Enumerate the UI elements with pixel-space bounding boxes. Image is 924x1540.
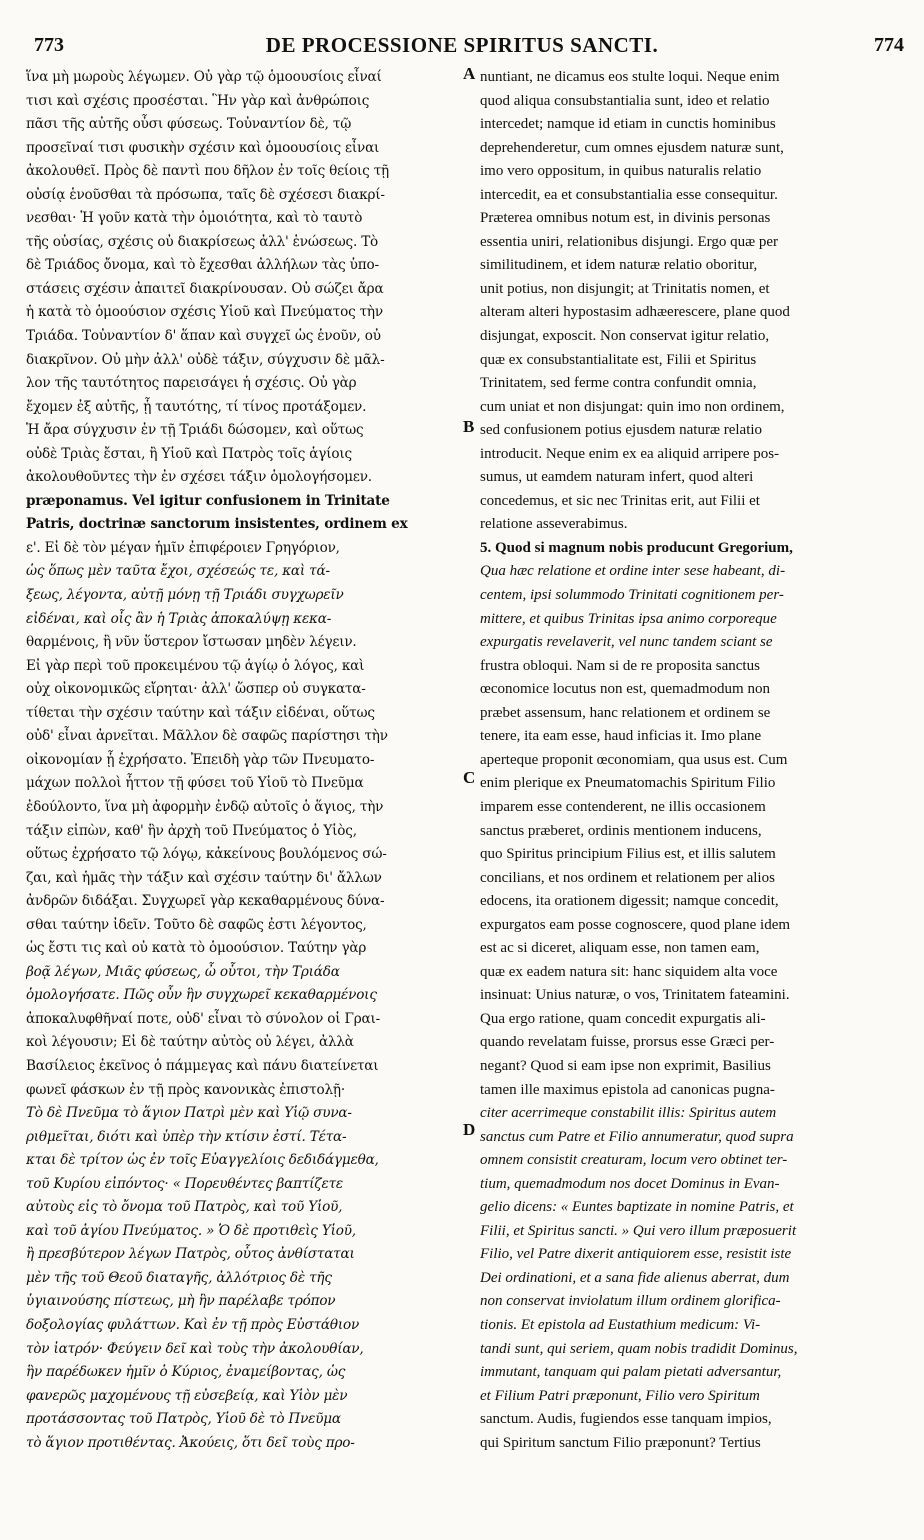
greek_column-line: ριθμεῖται, διότι καὶ ὑπὲρ τὴν κτίσιν ἐστί. Τέτα- xyxy=(26,1128,347,1145)
greek_column-line: τίθεται τὴν σχέσιν ταύτην καὶ τάξιν εἰδέναι, οὕτως xyxy=(26,704,375,721)
greek_column-line: σθαι ταύτην ἰδεῖν. Τοῦτο δὲ σαφῶς ἐστι λέγοντος, xyxy=(26,916,367,933)
latin_column-line: quæ ex eadem natura sit: hanc siquidem alta voce xyxy=(480,963,778,980)
latin_column-line: nuntiant, ne dicamus eos stulte loqui. Neque enim xyxy=(480,69,780,85)
latin_column-line: quo Spiritus principium Filius est, et illis salutem xyxy=(480,846,776,863)
latin_column-line: negant? Quod si eam ipse non exprimit, Basilius xyxy=(480,1057,771,1074)
latin_column-line: edocens, ita orationem digessit; namque concedit, xyxy=(480,893,779,910)
greek_column-line: οὐχ οἰκονομικῶς εἴρηται· ἀλλ' ὥσπερ οὐ συγκατα- xyxy=(26,681,366,698)
latin_column-line: quando revelatam fuisse, prorsus esse Græci per- xyxy=(480,1034,775,1051)
greek_column-line: τισι καὶ σχέσις προσέσται. Ἣν γὰρ καὶ ἀνθρώποις xyxy=(26,92,370,109)
latin_column-line: alteram alteri hypostasim adhæerescere, plane quod xyxy=(480,304,790,321)
latin_column-line: tandi sunt, qui seriem, quam nobis tradidit Dominus, xyxy=(480,1340,798,1357)
greek_column-line: præponamus. Vel igitur confusionem in Trinitate xyxy=(26,492,390,509)
latin_column-line: mittere, et quibus Trinitas ipsa animo corporeque xyxy=(480,610,777,627)
latin_column-line: sed confusionem potius ejusdem naturæ relatio xyxy=(480,422,763,439)
latin-text-column xyxy=(480,66,898,1455)
latin_column-line: centem, ipsi solummodo Trinitati cognitionem per- xyxy=(480,587,784,604)
latin_column-line: intercedet; namque id etiam in cunctis hominibus xyxy=(480,116,776,133)
greek_column-line: κοὶ λέγουσιν; Εἰ δὲ ταύτην αὐτὸς οὐ λέγει, ἀλλὰ xyxy=(26,1034,354,1051)
latin_column-line: Filii, et Spiritus sancti. » Qui vero illum præposuerit xyxy=(480,1222,797,1239)
latin_column-line: sanctus præberet, ordinis mentionem inducens, xyxy=(480,822,762,839)
greek_column-line: ὡς ἔστι τις καὶ οὐ κατὰ τὸ ὁμοούσιον. Ταύτην γὰρ xyxy=(26,940,367,957)
latin_column-line: Qua hæc relatione et ordine inter sese habeant, di- xyxy=(480,563,786,580)
latin_column-line: unit potius, non disjungit; at Trinitatis nomen, et xyxy=(480,280,770,297)
latin_column-line: cum uniat et non disjungat: quin imo non ordinem, xyxy=(480,398,785,415)
latin_column-line: 5. Quod si magnum nobis producunt Gregorium, xyxy=(480,539,793,556)
latin_column-line: Qua ergo ratione, quam concedit expurgatis ali- xyxy=(480,1010,766,1027)
latin_column-line: expurgatos eam posse cognoscere, quod plane idem xyxy=(480,916,791,933)
greek_column-line: Εἰ γὰρ περὶ τοῦ προκειμένου τῷ ἁγίῳ ὁ λόγος, καὶ xyxy=(26,657,365,674)
latin_column-line: expurgatis revelaverit, vel nunc tandem sciant se xyxy=(480,634,773,651)
greek_column-line: στάσεις σχέσιν ἀπαιτεῖ διακρίνουσαν. Οὐ σώζει ἄρα xyxy=(26,280,384,297)
latin_column-line: tenere, ita eam esse, haud inficias it. Imo plane xyxy=(480,728,762,745)
greek_column-line: ὑγιαινούσης πίστεως, μὴ ἣν παρέλαβε τρόπον xyxy=(26,1293,336,1310)
greek_column-line: οὐσίᾳ ἑνοῦσθαι τὰ πρόσωπα, ταῖς δὲ σχέσεσι διακρί- xyxy=(26,186,385,203)
latin_column-line: Dei ordinationi, et a sana fide alienus aberrat, dum xyxy=(480,1269,790,1286)
greek_column-line: Βασίλειος ἐκεῖνος ὁ πάμμεγας καὶ πάνυ διατείνεται xyxy=(26,1057,379,1074)
latin_column-line: sumus, ut eamdem naturam infert, quod alteri xyxy=(480,469,754,486)
greek_column-line: φωνεῖ φάσκων ἐν τῇ πρὸς κανονικὰς ἐπιστολῇ· xyxy=(26,1081,345,1098)
greek_column-line: ε'. Εἰ δὲ τὸν μέγαν ἡμῖν ἐπιφέροιεν Γρηγόριον, xyxy=(26,539,340,556)
greek_column-line: ἀποκαλυφθῆναί ποτε, οὐδ' εἶναι τὸ σύνολον οἱ Γραι- xyxy=(26,1010,381,1027)
greek_column-line: ὁμολογήσατε. Πῶς οὖν ἣν συγχωρεῖ κεκαθαρμένοις xyxy=(26,987,377,1004)
greek_column-line: εἰδέναι, καὶ οἷς ἂν ἡ Τριὰς ἀποκαλύψῃ κεκα- xyxy=(26,610,332,627)
margin-letter-c: C xyxy=(463,768,476,787)
greek_column-line: ὡς ὅπως μὲν ταῦτα ἔχοι, σχέσεώς τε, καὶ τά- xyxy=(26,563,330,580)
greek_column-line: δοξολογίας φυλάττων. Καὶ ἐν τῇ πρὸς Εὐστάθιον xyxy=(26,1316,360,1333)
greek_column-line: θαρμένοις, ἢ νῦν ὕστερον ἴστωσαν μηδὲν λέγειν. xyxy=(26,634,357,651)
latin_column-line: tamen ille maximus epistola ad canonicas pugna- xyxy=(480,1081,775,1098)
latin_column-line: tionis. Et epistola ad Eustathium medicum: Vi- xyxy=(480,1316,761,1333)
latin_column-line: quod aliqua consubstantialia sunt, ideo et relatio xyxy=(480,92,770,109)
greek_column-line: οὕτως ἐχρήσατο τῷ λόγῳ, κἀκείνους βουλόμενος σώ- xyxy=(26,846,387,863)
latin_column-line: gelio dicens: « Euntes baptizate in nomine Patris, et xyxy=(480,1199,794,1216)
greek_column-line: ἵνα μὴ μωροὺς λέγωμεν. Οὐ γὰρ τῷ ὁμοουσίοις εἶναί xyxy=(26,69,382,85)
latin_column-line: tium, quemadmodum nos docet Dominus in Evan- xyxy=(480,1175,780,1192)
greek_column-line: οὐδ' εἶναι ἀρνεῖται. Μᾶλλον δὲ σαφῶς παρίστησι τὴν xyxy=(26,728,388,745)
greek_column-line: οἰκονομίαν ᾗ ἐχρήσατο. Ἐπειδὴ γὰρ τῶν Πνευματο- xyxy=(26,751,375,768)
greek_column-line: μὲν τῆς τοῦ Θεοῦ διαταγῆς, ἀλλότριος δὲ τῆς xyxy=(26,1269,332,1286)
greek_column-line: ἢ πρεσβύτερον λέγων Πατρὸς, οὗτος ἀνθίσταται xyxy=(26,1246,355,1263)
greek-text-column xyxy=(26,66,462,1455)
latin_column-line: similitudinem, et idem naturæ relatio oboritur, xyxy=(480,257,758,274)
latin_column-line: sanctum. Audis, fugiendos esse tanquam impios, xyxy=(480,1411,772,1428)
latin_column-line: deprehenderetur, cum omnes ejusdem naturæ sunt, xyxy=(480,139,784,156)
greek_column-line: κται δὲ τρίτον ὡς ἐν τοῖς Εὐαγγελίοις δεδιδάγμεθα, xyxy=(26,1152,379,1169)
greek_column-line: διακρῖνον. Οὐ μὴν ἀλλ' οὐδὲ τάξιν, σύγχυσιν δὲ μᾶλ- xyxy=(26,351,385,368)
latin_column-line: concedemus, et sic nec Trinitas erit, aut Filii et xyxy=(480,492,760,509)
latin_column-line: Filio, vel Patre dixerit antiquiorem esse, resistit iste xyxy=(480,1246,792,1263)
greek_column-line: προτάσσοντας τοῦ Πατρὸς, Υἱοῦ δὲ τὸ Πνεῦμα xyxy=(26,1411,341,1428)
greek_column-line: λον τῆς ταυτότητος παρεισάγει ἡ σχέσις. Οὐ γὰρ xyxy=(26,375,357,392)
latin_column-line: disjungat, exposcit. Non conservat igitur relatio, xyxy=(480,328,770,345)
greek_column-line: τὸ ἅγιον προτιθέντας. Ἀκούεις, ὅτι δεῖ τοὺς προ- xyxy=(26,1434,355,1451)
latin_column-line: quæ ex consubstantialitate est, Filii et Spiritus xyxy=(480,351,757,368)
greek_column-line: ἣν παρέδωκεν ἡμῖν ὁ Κύριος, ἐναμείβοντας, ὡς xyxy=(26,1364,346,1381)
page-number-left: 773 xyxy=(34,34,64,56)
greek_column-line: τὸν ἰατρόν· Φεύγειν δεῖ καὶ τοὺς τὴν ἀκολουθίαν, xyxy=(26,1340,364,1357)
latin_column-line: qui Spiritum sanctum Filio præponunt? Tertius xyxy=(480,1434,761,1451)
latin_column-line: præbet assensum, hanc relationem et ordinem se xyxy=(480,704,771,721)
latin_column-line: relatione asseverabimus. xyxy=(480,516,628,533)
greek_column-line: δὲ Τριάδος ὄνομα, καὶ τὸ ἔχεσθαι ἀλλήλων τὰς ὑπο- xyxy=(26,257,379,274)
greek_column-line: βοᾷ λέγων, Μιᾶς φύσεως, ὦ οὗτοι, τὴν Τριάδα xyxy=(26,963,340,980)
greek_column-line: ἀκολουθεῖ. Πρὸς δὲ παντὶ που δῆλον ἐν τοῖς θείοις τῇ xyxy=(26,163,389,180)
greek_column-line: ἀκολουθοῦντες τὴν ἐν σχέσει τάξιν ὁμολογήσομεν. xyxy=(26,469,372,486)
page-number-right: 774 xyxy=(874,34,904,56)
margin-letter-a: A xyxy=(463,64,476,83)
latin_column-line: sanctus cum Patre et Filio annumeratur, quod supra xyxy=(480,1128,794,1145)
greek_column-line: ἔχομεν ἐξ αὐτῆς, ᾗ ταυτότης, τί τίνος προτάξομεν. xyxy=(26,398,367,415)
greek_column-line: ἐδούλοντο, ἵνα μὴ ἀφορμὴν ἐνδῷ αὐτοῖς ὁ ἅγιος, τὴν xyxy=(26,798,384,815)
latin_column-line: et Filium Patri præponunt, Filio vero Spiritum xyxy=(480,1387,760,1404)
greek_column-line: Patris, doctrinæ sanctorum insistentes, ordinem ex xyxy=(26,516,408,533)
greek_column-line: καὶ τοῦ ἁγίου Πνεύματος. » Ὁ δὲ προτιθεὶς Υἱοῦ, xyxy=(26,1222,356,1239)
greek_column-line: τῆς οὐσίας, σχέσις οὐ διακρίσεως ἀλλ' ἑνώσεως. Τὸ xyxy=(26,233,379,250)
greek_column-line: τάξιν εἰπὼν, καθ' ἣν ἀρχὴ τοῦ Πνεύματος ὁ Υἱὸς, xyxy=(26,822,357,839)
latin_column-line: imparem esse contenderent, ne illis occasionem xyxy=(480,798,766,815)
greek_column-line: πᾶσι τῆς αὐτῆς οὖσι φύσεως. Τοὐναντίον δὲ, τῷ xyxy=(26,116,352,133)
margin-letter-d: D xyxy=(463,1120,476,1139)
greek_column-line: μάχων πολλοὶ ἧττον τῇ φύσει τοῦ Υἱοῦ τὸ Πνεῦμα xyxy=(26,775,364,792)
greek_column-line: αὐτοὺς εἰς τὸ ὄνομα τοῦ Πατρὸς, καὶ τοῦ Υἱοῦ, xyxy=(26,1199,343,1216)
latin_column-line: insinuat: Unius naturæ, o vos, Trinitatem fateamini. xyxy=(480,987,790,1004)
page-header xyxy=(0,0,924,60)
latin_column-line: enim plerique ex Pneumatomachis Spiritum Filio xyxy=(480,775,776,792)
greek_column-line: τοῦ Κυρίου εἰπόντος· « Πορευθέντες βαπτίζετε xyxy=(26,1175,343,1192)
greek_column-line: Ἡ ἄρα σύγχυσιν ἐν τῇ Τριάδι δώσομεν, καὶ οὕτως xyxy=(26,422,364,439)
latin_column-line: aperteque proponit œconomiam, qua usus est. Cum xyxy=(480,751,788,768)
greek_column-line: ἀνδρῶν διδάξαι. Συγχωρεῖ γὰρ κεκαθαρμένους δύνα- xyxy=(26,893,385,910)
latin_column-line: imo vero oppositum, in quibus naturalis relatio xyxy=(480,163,762,180)
latin_column-line: Trinitatem, sed ferme contra confundit omnia, xyxy=(480,375,757,392)
greek_column-line: Τὸ δὲ Πνεῦμα τὸ ἅγιον Πατρὶ μὲν καὶ Υἱῷ συνα- xyxy=(26,1105,352,1122)
latin_column-line: non conservat inviolatum illum ordinem glorifica- xyxy=(480,1293,781,1310)
greek_column-line: οὐδὲ Τριὰς ἔσται, ἢ Υἱοῦ καὶ Πατρὸς τοῖς ἁγίοις xyxy=(26,445,352,462)
latin_column-line: œconomice locutus non est, quemadmodum non xyxy=(480,681,770,698)
greek_column-line: φανερῶς μαχομένους τῇ εὐσεβείᾳ, καὶ Υἱὸν μὲν xyxy=(26,1387,348,1404)
latin_column-line: introducit. Neque enim ex ea aliquid arripere pos- xyxy=(480,445,780,462)
greek_column-line: Τριάδα. Τοὐναντίον δ' ἅπαν καὶ συγχεῖ ὡς ἑνοῦν, οὐ xyxy=(26,328,381,345)
latin_column-line: immutant, tanquam qui palam pietati adversantur, xyxy=(480,1364,782,1381)
greek_column-line: προσεῖναί τισι φυσικὴν σχέσιν καὶ ὁμοουσίοις εἶναι xyxy=(26,139,380,156)
greek_column-line: ξεως, λέγοντα, αὐτῇ μόνῃ τῇ Τριάδι συγχωρεῖν xyxy=(26,587,344,604)
greek_column-line: ζαι, καὶ ἡμᾶς τὴν τάξιν καὶ σχέσιν ταύτην δι' ἄλλων xyxy=(26,869,382,886)
latin_column-line: citer acerrimeque constabilit illis: Spiritus autem xyxy=(480,1105,777,1122)
latin_column-line: est ac si diceret, aliquam esse, non tamen eam, xyxy=(480,940,760,957)
running-title: DE PROCESSIONE SPIRITUS SANCTI. xyxy=(265,33,659,57)
latin_column-line: omnem consistit creaturam, locum vero obtinet ter- xyxy=(480,1152,788,1169)
greek_column-line: νεσθαι· Ἡ γοῦν κατὰ τὴν ὁμοιότητα, καὶ τὸ ταυτὸ xyxy=(26,210,363,227)
latin_column-line: frustra obloqui. Nam si de re proposita sanctus xyxy=(480,657,760,674)
greek_column-line: ἡ κατὰ τὸ ὁμοούσιον σχέσις Υἱοῦ καὶ Πνεύματος τὴν xyxy=(26,304,383,321)
latin_column-line: essentia uniri, relationibus disjungi. Ergo quæ per xyxy=(480,233,779,250)
latin_column-line: Præterea omnibus notum est, in divinis personas xyxy=(480,210,771,227)
latin_column-line: concilians, et nos ordinem et relationem per alios xyxy=(480,869,775,886)
margin-letter-b: B xyxy=(463,417,475,436)
latin_column-line: intercedit, ea et consubstantialia esse consequitur. xyxy=(480,186,778,203)
